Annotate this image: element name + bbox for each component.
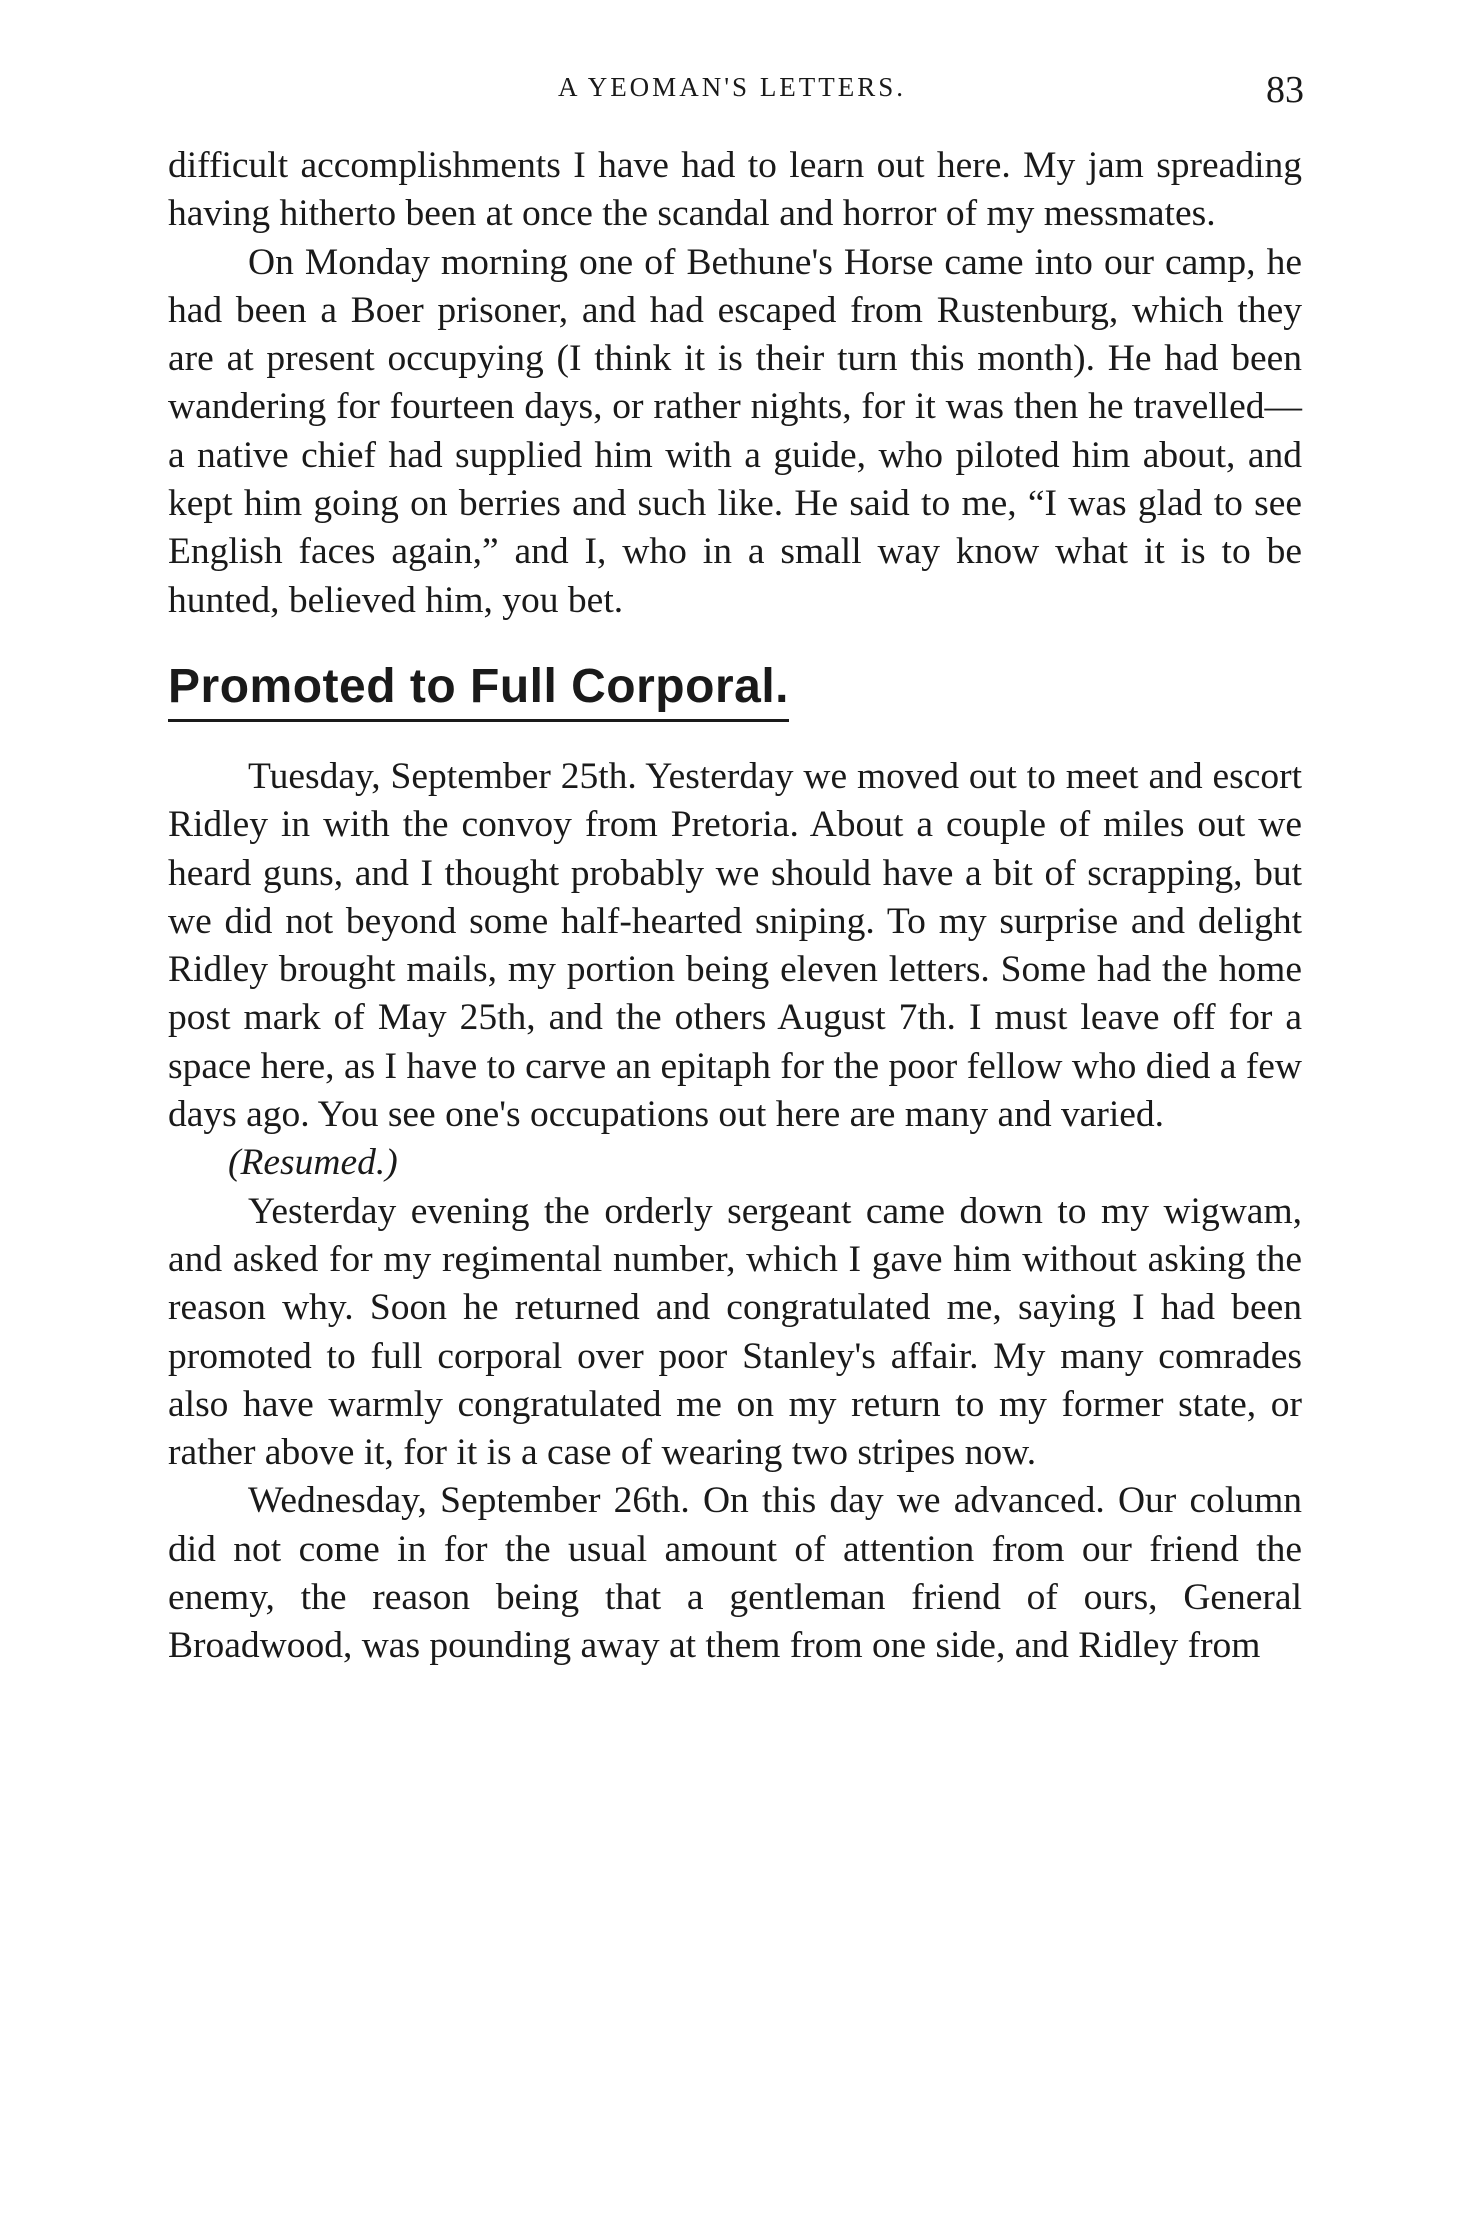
section-heading: Promoted to Full Corporal.: [168, 659, 789, 722]
paragraph-bethunes-horse: On Monday morning one of Bethune's Horse came into our camp, he had been a Boer prisoner, and had escaped from Rustenburg, which they are at present occupying (I think it is their turn this month). He had been wandering for fourteen days, or rather nights, for it was then he travelled—a native chief had supplied him with a guide, who piloted him about, and kept him going on berries and such like. He said to me, “I was glad to see English faces again,” and I, who in a small way know what it is to be hunted, believed him, you bet.: [168, 241, 1302, 621]
paragraph-orderly-sergeant: Yesterday evening the orderly sergeant came down to my wigwam, and asked for my regimental number, which I gave him without asking the reason why. Soon he returned and congratulated me, saying I had been promoted to full corporal over poor Stanley's affair. My many comrades also have warmly congratulated me on my return to my former state, or rather above it, for it is a case of wearing two stripes now.: [168, 1190, 1302, 1474]
page-body: [168, 142, 1302, 1671]
section-heading-wrap: [168, 659, 1302, 723]
resumed-note: (Resumed.): [228, 1142, 398, 1184]
running-head: [0, 68, 1464, 118]
paragraph-continued: difficult accomplishments I have had to learn out here. My jam spreading having hitherto been at once the scandal and horror of my messmates.: [168, 145, 1302, 235]
paragraph-september-26: Wednesday, September 26th. On this day we advanced. Our column did not come in for the usual amount of attention from our friend the enemy, the reason being that a gentleman friend of ours, General Broadwood, was pounding away at them from one side, and Ridley from: [168, 1480, 1302, 1667]
paragraph-september-25: Tuesday, September 25th. Yesterday we moved out to meet and escort Ridley in with the convoy from Pretoria. About a couple of miles out we heard guns, and I thought probably we should have a bit of scrapping, but we did not beyond some half-hearted sniping. To my surprise and delight Ridley brought mails, my portion being eleven letters. Some had the home post mark of May 25th, and the others August 7th. I must leave off for a space here, as I have to carve an epitaph for the poor fellow who died a few days ago. You see one's occupations out here are many and varied.: [168, 755, 1302, 1136]
running-title: A YEOMAN'S LETTERS.: [557, 72, 907, 102]
page-number: 83: [1266, 69, 1304, 111]
